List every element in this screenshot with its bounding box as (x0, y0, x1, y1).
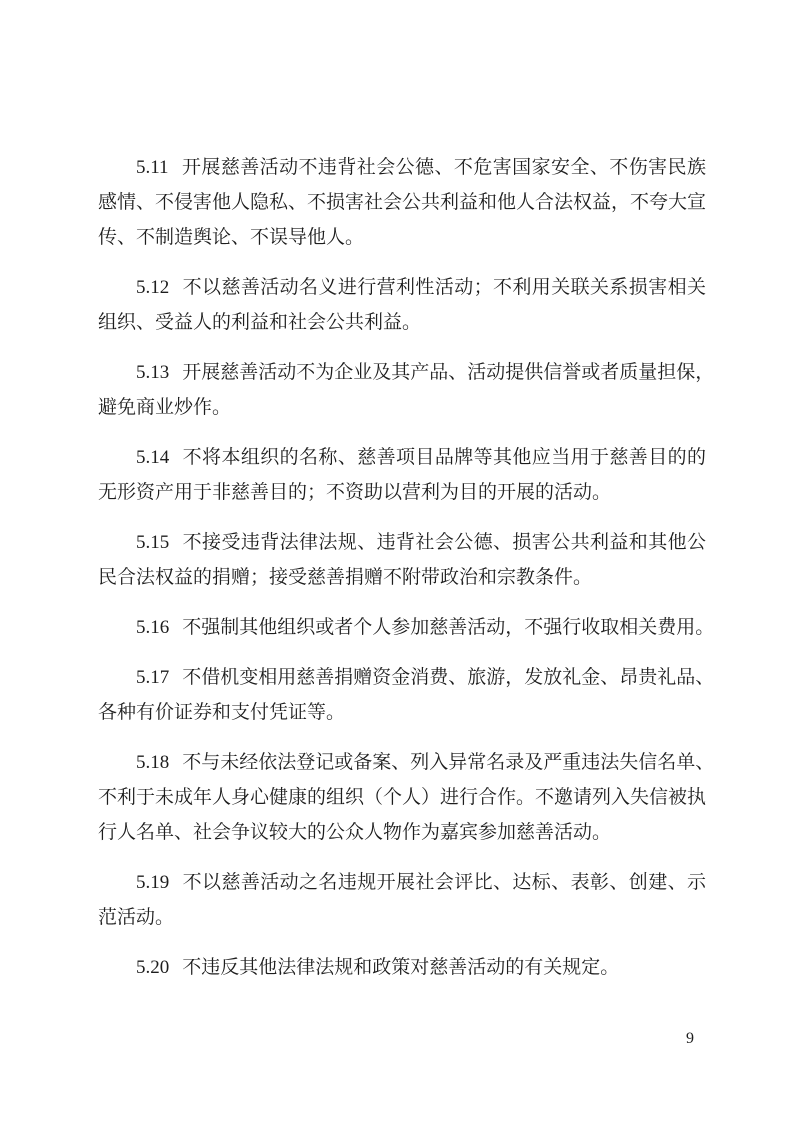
clause-line (98, 525, 706, 560)
clause-line: 不利于未成年人身心健康的组织（个人）进行合作。不邀请列入失信被执 (98, 787, 707, 808)
clause-number: 5.20 (136, 957, 170, 978)
clauses-container (98, 150, 715, 1000)
clause-line (98, 950, 706, 985)
clause-line (98, 355, 715, 390)
clause-line (98, 150, 706, 185)
clause-number: 5.16 (136, 617, 170, 638)
clause-text: 不接受违背法律法规、违背社会公德、损害公共利益和其他公 (182, 532, 706, 553)
clause-paragraph (98, 525, 706, 595)
clause-paragraph (98, 745, 715, 850)
clause-line (98, 660, 715, 695)
clause-line: 组织、受益人的利益和社会公共利益。 (98, 312, 422, 333)
clause-line (98, 610, 715, 645)
clause-line: 行人名单、社会争议较大的公众人物作为嘉宾参加慈善活动。 (98, 822, 612, 843)
clause-text: 不将本组织的名称、慈善项目品牌等其他应当用于慈善目的的 (182, 447, 706, 468)
clause-number: 5.19 (136, 872, 170, 893)
clause-line: 无形资产用于非慈善目的；不资助以营利为目的开展的活动。 (98, 482, 612, 503)
clause-paragraph (98, 950, 706, 985)
clause-paragraph (98, 610, 715, 645)
clause-line: 各种有价证券和支付凭证等。 (98, 702, 346, 723)
clause-line: 传、不制造舆论、不误导他人。 (98, 227, 365, 248)
clause-line (98, 745, 715, 780)
clause-line: 范活动。 (98, 907, 175, 928)
clause-line (98, 865, 706, 900)
clause-number: 5.14 (136, 447, 170, 468)
clause-text: 开展慈善活动不违背社会公德、不危害国家安全、不伤害民族 (181, 157, 706, 178)
clause-paragraph (98, 660, 715, 730)
clause-line: 避免商业炒作。 (98, 397, 232, 418)
clause-number: 5.18 (136, 752, 170, 773)
clause-number: 5.17 (136, 667, 170, 688)
clause-line (98, 440, 706, 475)
clause-paragraph (98, 355, 715, 425)
clause-text: 不与未经依法登记或备案、列入异常名录及严重违法失信名单、 (182, 752, 715, 773)
clause-text: 不借机变相用慈善捐赠资金消费、旅游，发放礼金、昂贵礼品、 (182, 667, 715, 688)
page-number: 9 (686, 1030, 694, 1047)
clause-number: 5.11 (136, 157, 169, 178)
clause-number: 5.12 (136, 277, 170, 298)
clause-text: 开展慈善活动不为企业及其产品、活动提供信誉或者质量担保， (182, 362, 715, 383)
clause-paragraph (98, 270, 706, 340)
clause-paragraph (98, 150, 706, 255)
clause-paragraph (98, 440, 706, 510)
clause-line (98, 270, 706, 305)
clause-number: 5.15 (136, 532, 170, 553)
clause-line: 感情、不侵害他人隐私、不损害社会公共利益和他人合法权益，不夸大宣 (98, 192, 707, 213)
clause-text: 不以慈善活动之名违规开展社会评比、达标、表彰、创建、示 (182, 872, 706, 893)
clause-text: 不违反其他法律法规和政策对慈善活动的有关规定。 (182, 957, 620, 978)
clause-text: 不以慈善活动名义进行营利性活动；不利用关联关系损害相关 (182, 277, 706, 298)
clause-number: 5.13 (136, 362, 170, 383)
clause-paragraph (98, 865, 706, 935)
clause-text: 不强制其他组织或者个人参加慈善活动，不强行收取相关费用。 (182, 617, 715, 638)
clause-line: 民合法权益的捐赠；接受慈善捐赠不附带政治和宗教条件。 (98, 567, 593, 588)
